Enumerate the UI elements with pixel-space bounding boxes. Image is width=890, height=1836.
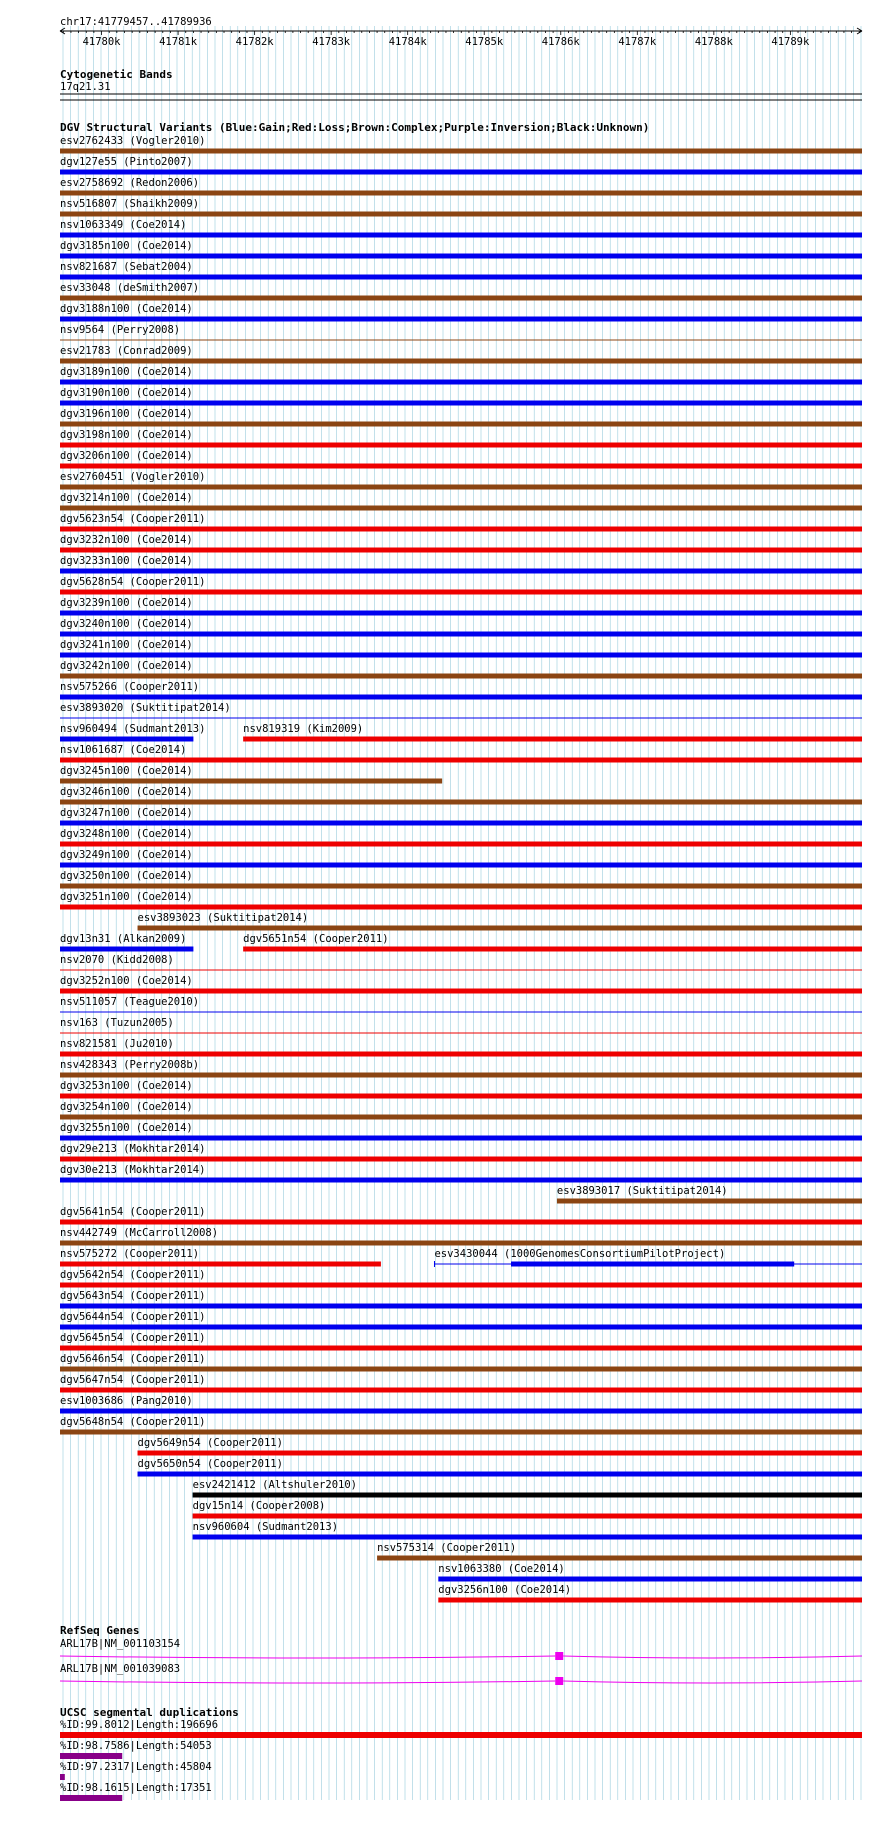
ruler-tick-label: 41781k [159,36,198,48]
variant-bar [60,1073,862,1078]
variant-label: dgv3248n100 (Coe2014) [60,828,193,840]
variant-label: nsv428343 (Perry2008b) [60,1059,200,1071]
segdup-track-title: UCSC segmental duplications [60,1706,239,1719]
variant-bar [60,170,862,175]
cytoband-label: 17q21.31 [60,81,111,93]
variant-label: dgv3250n100 (Coe2014) [60,870,193,882]
variant-bar [438,1598,862,1603]
variant-label: nsv511057 (Teague2010) [60,996,200,1008]
variant-label: nsv575266 (Cooper2011) [60,681,200,693]
variant-label: dgv3252n100 (Coe2014) [60,975,193,987]
variant-label: nsv821581 (Ju2010) [60,1038,174,1050]
variant-label: dgv5641n54 (Cooper2011) [60,1206,206,1218]
variant-label: dgv3245n100 (Coe2014) [60,765,193,777]
variant-label: esv21783 (Conrad2009) [60,345,193,357]
variant-label: dgv3241n100 (Coe2014) [60,639,193,651]
variant-label: esv2421412 (Altshuler2010) [192,1479,358,1491]
variant-bar [60,212,862,217]
variant-bar [60,590,862,595]
variant-bar [60,1304,862,1309]
variant-label: dgv5628n54 (Cooper2011) [60,576,206,588]
variant-bar [60,569,862,574]
variant-bar [60,674,862,679]
variant-label: dgv15n14 (Cooper2008) [192,1500,326,1512]
variant-label: dgv3240n100 (Coe2014) [60,618,193,630]
variant-bar [60,422,862,427]
variant-bar [193,1535,862,1540]
variant-bar [138,1451,862,1456]
variant-bar [60,1052,862,1057]
variant-label: dgv5649n54 (Cooper2011) [137,1437,283,1449]
variant-bar [60,1430,862,1435]
gene-label: ARL17B|NM_001103154 [60,1638,181,1650]
variant-bar [60,380,862,385]
variant-bar [60,254,862,259]
position-label: chr17:41779457..41789936 [60,16,212,28]
variant-bar [60,905,862,910]
variant-bar [60,1157,862,1162]
gene-intron-line [60,1656,862,1658]
variant-label: nsv575272 (Cooper2011) [60,1248,200,1260]
variant-label: dgv3190n100 (Coe2014) [60,387,193,399]
variant-bar [243,947,862,952]
refseq-track-title: RefSeq Genes [60,1624,140,1637]
variant-bar [60,1409,862,1414]
variant-label: dgv5648n54 (Cooper2011) [60,1416,206,1428]
variant-bar [60,1220,862,1225]
ruler-tick-label: 41786k [541,36,580,48]
variant-bar [60,863,862,868]
segdup-bar [60,1732,862,1738]
segdup-bar [60,1795,122,1801]
ruler-tick-label: 41780k [82,36,121,48]
variant-bar [60,233,862,238]
variant-label: nsv1063380 (Coe2014) [438,1563,565,1575]
variant-bar [60,359,862,364]
variant-bar [377,1556,862,1561]
variant-label: dgv3198n100 (Coe2014) [60,429,193,441]
variant-label: nsv1063349 (Coe2014) [60,219,187,231]
variant-label: dgv3255n100 (Coe2014) [60,1122,193,1134]
variant-bar [243,737,862,742]
variant-label: esv3893023 (Suktitipat2014) [137,912,309,924]
variant-bar [60,1136,862,1141]
variant-bar [60,947,193,952]
dgv-track-title: DGV Structural Variants (Blue:Gain;Red:Loss;Brown:Complex;Purple:Inversion;Black:Unknown) [60,121,650,134]
variant-label: nsv163 (Tuzun2005) [60,1017,174,1029]
variant-label: nsv960494 (Sudmant2013) [60,723,206,735]
variant-label: dgv5645n54 (Cooper2011) [60,1332,206,1344]
variant-label: esv3893020 (Suktitipat2014) [60,702,231,714]
variant-label: esv3430044 (1000GenomesConsortiumPilotProject) [434,1248,726,1260]
variant-label: esv2762433 (Vogler2010) [60,135,206,147]
variant-bar [60,989,862,994]
variant-label: dgv5644n54 (Cooper2011) [60,1311,206,1323]
variant-bar [193,1493,862,1498]
cytoband-track-title: Cytogenetic Bands [60,68,173,81]
ruler-tick-label: 41784k [388,36,427,48]
variant-bar [60,800,862,805]
variant-label: nsv960604 (Sudmant2013) [192,1521,339,1533]
variant-bar [60,1388,862,1393]
variant-label: dgv5647n54 (Cooper2011) [60,1374,206,1386]
ruler-tick-label: 41787k [618,36,657,48]
variant-label: dgv5642n54 (Cooper2011) [60,1269,206,1281]
variant-label: nsv575314 (Cooper2011) [377,1542,517,1554]
variant-label: dgv29e213 (Mokhtar2014) [60,1143,206,1155]
variant-bar [60,317,862,322]
variant-label: dgv3246n100 (Coe2014) [60,786,193,798]
variant-label: dgv13n31 (Alkan2009) [60,933,187,945]
variant-bar [60,485,862,490]
variant-bar [511,1262,794,1267]
variant-label: dgv5650n54 (Cooper2011) [137,1458,283,1470]
variant-bar [60,1367,862,1372]
variant-label: dgv3242n100 (Coe2014) [60,660,193,672]
variant-label: nsv516807 (Shaikh2009) [60,198,200,210]
gene-label: ARL17B|NM_001039083 [60,1663,181,1675]
variant-bar [60,779,442,784]
variant-label: dgv5623n54 (Cooper2011) [60,513,206,525]
gene-exon [555,1677,563,1685]
variant-label: nsv442749 (McCarroll2008) [60,1227,219,1239]
variant-label: esv1003686 (Pang2010) [60,1395,193,1407]
variant-bar [60,506,862,511]
variant-label: esv2758692 (Redon2006) [60,177,200,189]
segdup-label: %ID:98.7586|Length:54053 [60,1740,212,1752]
variant-bar [60,1283,862,1288]
variant-bar [60,191,862,196]
ruler-tick-label: 41783k [312,36,351,48]
variant-bar [138,1472,862,1477]
variant-label: dgv3196n100 (Coe2014) [60,408,193,420]
variant-bar [60,464,862,469]
ruler-tick-label: 41782k [235,36,274,48]
variant-bar [60,296,862,301]
variant-bar [60,527,862,532]
variant-bar [60,1346,862,1351]
variant-label: dgv3253n100 (Coe2014) [60,1080,193,1092]
variant-label: esv2760451 (Vogler2010) [60,471,206,483]
variant-label: dgv5643n54 (Cooper2011) [60,1290,206,1302]
segdup-label: %ID:99.8012|Length:196696 [60,1719,219,1731]
ruler-tick-label: 41788k [694,36,733,48]
variant-label: dgv3256n100 (Coe2014) [438,1584,572,1596]
variant-label: esv33048 (deSmith2007) [60,282,200,294]
variant-bar [60,548,862,553]
variant-bar [60,401,862,406]
variant-bar [60,443,862,448]
variant-label: dgv5646n54 (Cooper2011) [60,1353,206,1365]
variant-label: dgv3254n100 (Coe2014) [60,1101,193,1113]
variant-bar [60,695,862,700]
variant-label: nsv2070 (Kidd2008) [60,954,174,966]
variant-bar [60,737,193,742]
variant-bar [60,1094,862,1099]
variant-bar [60,149,862,154]
variant-bar [438,1577,862,1582]
variant-label: dgv3249n100 (Coe2014) [60,849,193,861]
variant-bar [60,275,862,280]
variant-bar [60,758,862,763]
ruler-tick-label: 41785k [465,36,504,48]
variant-bar [60,1262,381,1267]
variant-bar [193,1514,862,1519]
variant-label: esv3893017 (Suktitipat2014) [556,1185,728,1197]
variant-label: nsv1061687 (Coe2014) [60,744,187,756]
variant-bar [60,1325,862,1330]
variant-bar [60,1115,862,1120]
variant-bar [60,1241,862,1246]
variant-label: dgv3189n100 (Coe2014) [60,366,193,378]
variant-bar [138,926,862,931]
variant-label: dgv30e213 (Mokhtar2014) [60,1164,206,1176]
variant-bar [557,1199,862,1204]
variant-label: dgv3206n100 (Coe2014) [60,450,193,462]
variant-bar [60,1178,862,1183]
variant-label: dgv3214n100 (Coe2014) [60,492,193,504]
variant-label: dgv3251n100 (Coe2014) [60,891,193,903]
variant-bar [60,632,862,637]
segdup-label: %ID:97.2317|Length:45804 [60,1761,212,1773]
variant-label: dgv3247n100 (Coe2014) [60,807,193,819]
segdup-bar [60,1774,65,1780]
variant-bar [60,653,862,658]
variant-label: dgv5651n54 (Cooper2011) [243,933,389,945]
variant-label: dgv3188n100 (Coe2014) [60,303,193,315]
gene-exon [555,1652,563,1660]
variant-bar [60,611,862,616]
variant-label: dgv3185n100 (Coe2014) [60,240,193,252]
variant-label: dgv127e55 (Pinto2007) [60,156,193,168]
variant-label: dgv3239n100 (Coe2014) [60,597,193,609]
segdup-label: %ID:98.1615|Length:17351 [60,1782,212,1794]
variant-label: nsv821687 (Sebat2004) [60,261,193,273]
gene-intron-line [60,1681,862,1683]
variant-label: nsv819319 (Kim2009) [243,723,364,735]
variant-bar [60,842,862,847]
segdup-bar [60,1753,122,1759]
variant-label: nsv9564 (Perry2008) [60,324,181,336]
variant-bar [60,821,862,826]
ruler-tick-label: 41789k [771,36,810,48]
variant-label: dgv3233n100 (Coe2014) [60,555,193,567]
variant-bar [60,884,862,889]
variant-label: dgv3232n100 (Coe2014) [60,534,193,546]
